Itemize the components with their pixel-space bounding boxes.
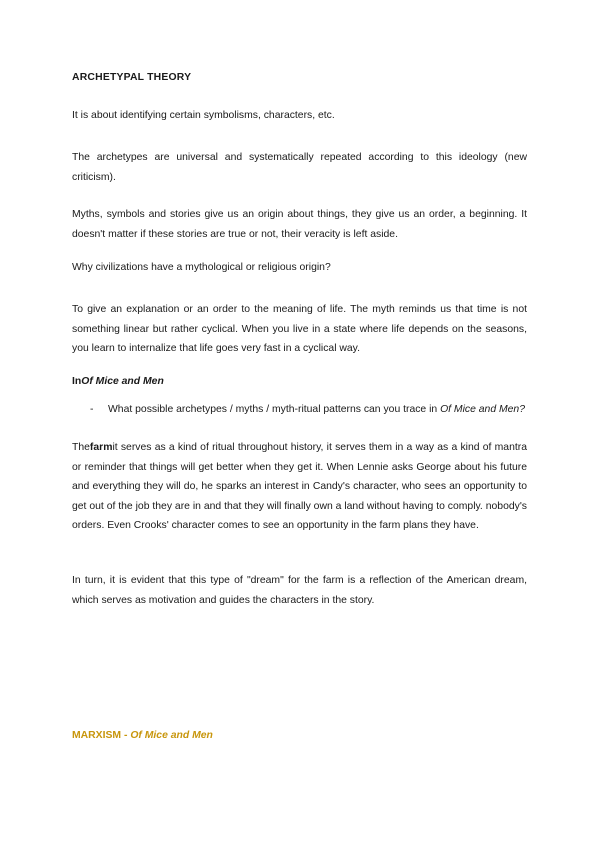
paragraph-american-dream: In turn, it is evident that this type of "dream" for the farm is a reflection of the American dream, which serves as motivation and guides the characters in the story.	[72, 575, 527, 606]
paragraph-intro: It is about identifying certain symbolisms, characters, etc.	[72, 110, 335, 121]
marxism-label: MARXISM -	[72, 730, 131, 741]
marxism-heading	[72, 730, 527, 741]
bullet-dash: -	[90, 404, 94, 415]
bullet-question: What possible archetypes / myths / myth-ritual patterns can you trace in	[108, 404, 441, 415]
page-title: ARCHETYPAL THEORY	[72, 72, 192, 83]
bullet-text	[108, 400, 528, 420]
paragraph-explanation: To give an explanation or an order to the meaning of life. The myth reminds us that time is not something linear but rather cyclical. When you live in a state where life depends on the seasons, you learn to internalize that life goes very fast in a cyclical way.	[72, 304, 527, 355]
marxism-book-title: Of Mice and Men	[130, 730, 213, 741]
farm-body: it serves as a kind of ritual throughout history, it serves them in a way as a kind of mantra or reminder that things will get better when they get it. When Lennie asks George about his future and everything they will do, he sparks an interest in Candy's character, who sees an opportunity to get out of the job they are in and that they will finally own a land without having to comply. nobody's orders. Even Crooks' character comes to see an opportunity in the farm plans they have.	[72, 442, 527, 532]
paragraph-farm	[72, 438, 527, 536]
paragraph-myths: Myths, symbols and stories give us an origin about things, they give us an order, a beginning. It doesn't matter if these stories are true or not, their veracity is left aside.	[72, 209, 527, 240]
section-heading-prefix: In	[72, 376, 82, 387]
paragraph-archetypes: The archetypes are universal and systematically repeated according to this ideology (new criticism).	[72, 152, 527, 183]
section-heading	[72, 376, 527, 387]
farm-keyword: farm	[89, 442, 113, 453]
farm-intro: The	[72, 442, 90, 453]
bullet-book-title: Of Mice and Men?	[440, 404, 525, 415]
paragraph-question: Why civilizations have a mythological or religious origin?	[72, 262, 331, 273]
section-heading-title: Of Mice and Men	[81, 376, 164, 387]
